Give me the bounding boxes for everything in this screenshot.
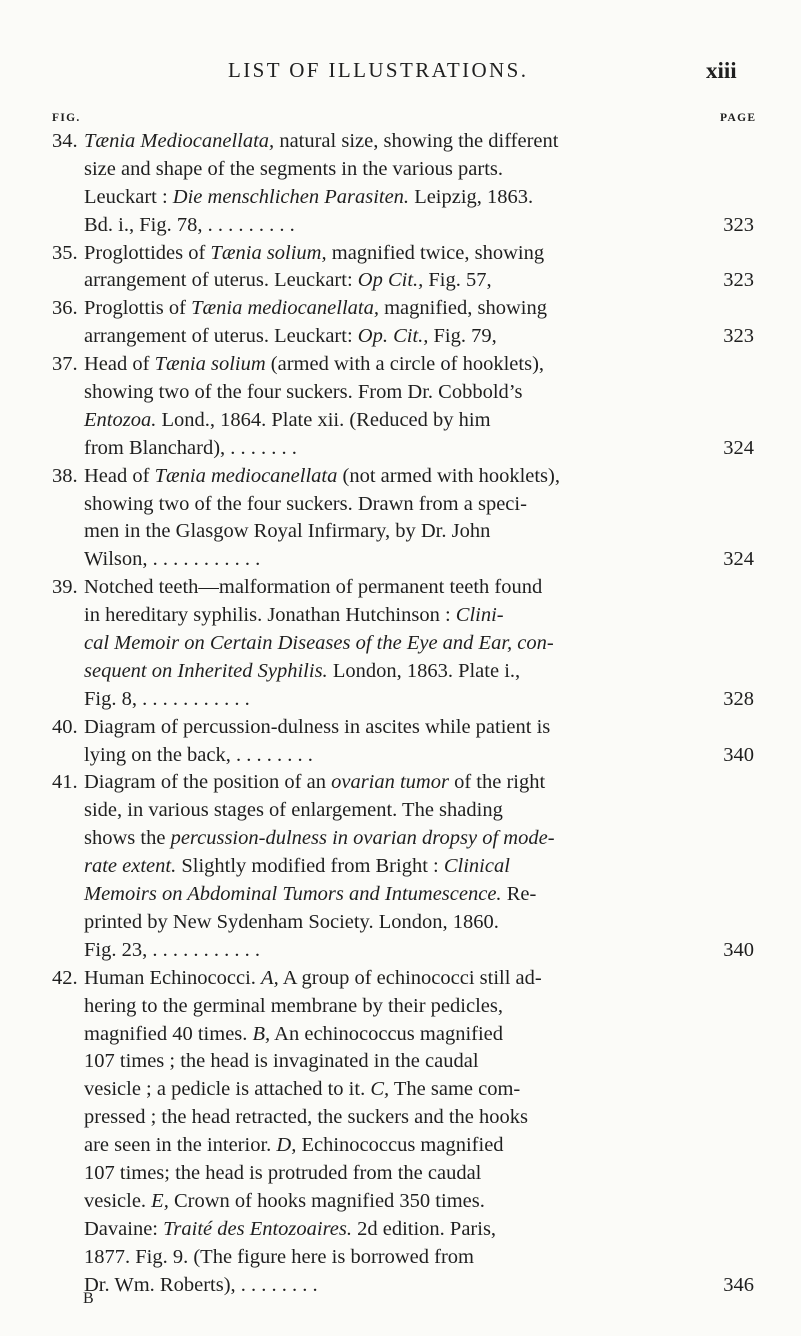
entry-text: Head of — [84, 464, 155, 487]
entry-text: magnified 40 times. — [84, 1022, 253, 1045]
entry-text: men in the Glasgow Royal Infirmary, by Dr. John — [84, 520, 491, 543]
entry-line — [52, 240, 754, 268]
entry-line — [52, 212, 754, 240]
entry-text: showing two of the four suckers. Drawn from a speci- — [84, 492, 527, 515]
italic-text: Tænia Mediocanellata, — [84, 130, 275, 152]
entry-line — [52, 1076, 754, 1104]
entry-text: Diagram of the position of an — [84, 771, 332, 794]
entry-text: hering to the germinal membrane by their pedicles, — [84, 994, 503, 1017]
entry-text: arrangement of uterus. Leuckart: — [84, 269, 358, 292]
page-column-label: PAGE — [720, 112, 757, 124]
entry-page-number: 340 — [723, 938, 754, 961]
entry-line — [52, 686, 754, 714]
entry-text: lying on the back, . . . . . . . . — [84, 743, 313, 766]
entry-page-number: 323 — [723, 213, 754, 236]
entry-text: 107 times ; the head is invaginated in the caudal — [84, 1050, 479, 1073]
entry-line — [52, 937, 754, 965]
entry-line — [52, 797, 754, 825]
entry-line — [52, 407, 754, 435]
entry-line — [52, 1160, 754, 1188]
entry-text: Human Echinococci. — [84, 966, 262, 989]
entry-line — [52, 1048, 754, 1076]
entry-text: 107 times; the head is protruded from the caudal — [84, 1161, 482, 1184]
italic-text: sequent on Inherited Syphilis. — [84, 659, 328, 682]
entry-text: (armed with a circle of hooklets), — [265, 353, 545, 376]
entry-page-number: 324 — [723, 436, 754, 459]
italic-text: B, — [252, 1022, 271, 1045]
entry-text: A group of echinococci still ad- — [278, 966, 542, 989]
entry-line — [52, 323, 754, 351]
illustrations-list — [52, 128, 754, 1299]
entry-line — [52, 769, 754, 797]
entry-line — [52, 267, 754, 295]
entry-text: Echinococcus magnified — [296, 1134, 504, 1157]
figure-number: 35. — [52, 241, 78, 264]
entry-line — [52, 742, 754, 770]
entry-text: Fig. 57, — [423, 269, 492, 292]
entry-line — [52, 518, 754, 546]
entry-text: pressed ; the head retracted, the suckers and the hooks — [84, 1106, 529, 1129]
entry-line — [52, 435, 754, 463]
entry-line — [52, 128, 754, 156]
entry-line — [52, 184, 754, 212]
entry-page-number: 323 — [723, 325, 754, 348]
entry-page-number: 323 — [723, 269, 754, 292]
entry-line — [52, 463, 754, 491]
signature-mark: B — [83, 1290, 94, 1307]
figure-number: 36. — [52, 297, 78, 320]
entry-text: are seen in the interior. — [84, 1134, 277, 1157]
entry-text: London, 1863. Plate i., — [327, 659, 521, 682]
illustration-entry — [52, 965, 754, 1300]
italic-text: C, — [370, 1078, 390, 1101]
entry-line — [52, 1132, 754, 1160]
figure-number: 42. — [52, 966, 78, 989]
entry-line — [52, 546, 754, 574]
entry-text: Fig. 23, . . . . . . . . . . . — [84, 938, 260, 961]
entry-text: Crown of hooks magnified 350 times. — [168, 1189, 485, 1212]
illustration-entry — [52, 351, 754, 463]
entry-text: arrangement of uterus. Leuckart: — [84, 325, 358, 348]
italic-text: Op Cit., — [357, 269, 424, 292]
running-head — [0, 58, 801, 88]
figure-number: 34. — [52, 130, 78, 152]
entry-text: Slightly modified from Bright : — [176, 855, 444, 878]
entry-line — [52, 1244, 754, 1272]
italic-text: Tænia solium, — [210, 241, 327, 264]
entry-text: Davaine: — [84, 1217, 164, 1240]
entry-text: An echinococcus magnified — [270, 1022, 504, 1045]
figure-number: 40. — [52, 715, 78, 738]
entry-page-number: 324 — [723, 548, 754, 571]
italic-text: D, — [276, 1134, 297, 1157]
entry-line — [52, 1188, 754, 1216]
entry-text: Dr. Wm. Roberts), . . . . . . . . — [84, 1273, 318, 1296]
entry-line — [52, 574, 754, 602]
italic-text: ovarian tumor — [331, 771, 449, 794]
entry-text: Proglottis of — [84, 297, 192, 320]
entry-line — [52, 351, 754, 379]
entry-page-number: 346 — [723, 1273, 754, 1296]
illustration-entry — [52, 128, 754, 240]
entry-text: side, in various stages of enlargement. The shading — [84, 799, 503, 822]
entry-text: Fig. 8, . . . . . . . . . . . — [84, 687, 250, 710]
page-number: xiii — [706, 58, 737, 83]
entry-text: Head of — [84, 353, 155, 376]
entry-text: in hereditary syphilis. Jonathan Hutchinson : — [84, 604, 456, 627]
entry-text: Diagram of percussion-dulness in ascites while patient is — [84, 715, 551, 738]
entry-line — [52, 909, 754, 937]
entry-line — [52, 491, 754, 519]
entry-line — [52, 602, 754, 630]
italic-text: Traité des Entozoaires. — [163, 1217, 352, 1240]
entry-line — [52, 1272, 754, 1300]
entry-text: printed by New Sydenham Society. London, 1860. — [84, 910, 499, 933]
entry-text: Lond., 1864. Plate xii. (Reduced by him — [156, 408, 491, 431]
figure-number: 38. — [52, 464, 78, 487]
running-title: LIST OF ILLUSTRATIONS. — [228, 58, 529, 82]
entry-text: size and shape of the segments in the various parts. — [84, 157, 503, 180]
italic-text: Tænia solium — [154, 353, 266, 376]
entry-text: shows the — [84, 827, 171, 850]
entry-text: vesicle ; a pedicle is attached to it. — [84, 1078, 371, 1101]
entry-line — [52, 658, 754, 686]
entry-page-number: 328 — [723, 687, 754, 710]
entry-line — [52, 853, 754, 881]
entry-text: 2d edition. Paris, — [352, 1217, 497, 1240]
entry-text: Leipzig, 1863. — [409, 185, 534, 208]
entry-text: Notched teeth—malformation of permanent teeth found — [84, 576, 543, 599]
italic-text: Tænia mediocanellata — [154, 464, 338, 487]
italic-text: rate extent. — [84, 855, 177, 878]
figure-number: 37. — [52, 353, 78, 376]
entry-text: Re- — [501, 883, 537, 906]
italic-text: Memoirs on Abdominal Tumors and Intumescence. — [84, 883, 502, 906]
entry-line — [52, 965, 754, 993]
figure-number: 39. — [52, 576, 78, 599]
illustration-entry — [52, 574, 754, 713]
entry-text: from Blanchard), . . . . . . . — [84, 436, 297, 459]
italic-text: Tænia mediocanellata, — [191, 297, 379, 320]
italic-text: Clinical — [443, 855, 510, 878]
entry-line — [52, 156, 754, 184]
entry-text: Proglottides of — [84, 241, 211, 264]
italic-text: Op. Cit., — [357, 325, 429, 348]
entry-text: vesicle. — [84, 1189, 152, 1212]
entry-line — [52, 295, 754, 323]
entry-text: Wilson, . . . . . . . . . . . — [84, 548, 261, 571]
entry-line — [52, 714, 754, 742]
entry-page-number: 340 — [723, 743, 754, 766]
entry-line — [52, 1216, 754, 1244]
illustration-entry — [52, 714, 754, 770]
italic-text: Clini- — [455, 604, 504, 627]
entry-text: Bd. i., Fig. 78, . . . . . . . . . — [84, 213, 295, 236]
italic-text: A, — [261, 966, 279, 989]
figure-number: 41. — [52, 771, 78, 794]
entry-text: of the right — [448, 771, 546, 794]
illustration-entry — [52, 295, 754, 351]
entry-text: magnified, showing — [378, 297, 547, 320]
entry-line — [52, 993, 754, 1021]
fig-column-label: FIG. — [52, 112, 81, 124]
entry-text: (not armed with hooklets), — [337, 464, 560, 487]
italic-text: cal Memoir on Certain Diseases of the Eye and Ear, con- — [84, 632, 554, 655]
entry-text: Leuckart : — [84, 185, 173, 208]
italic-text: E, — [151, 1189, 169, 1212]
entry-text: Fig. 79, — [428, 325, 497, 348]
entry-line — [52, 881, 754, 909]
italic-text: percussion-dulness in ovarian dropsy of mode- — [170, 827, 555, 850]
illustration-entry — [52, 463, 754, 575]
entry-line — [52, 1104, 754, 1132]
entry-line — [52, 379, 754, 407]
illustration-entry — [52, 769, 754, 964]
entry-line — [52, 1021, 754, 1049]
entry-text: The same com- — [389, 1078, 521, 1101]
entry-text: showing two of the four suckers. From Dr. Cobbold’s — [84, 381, 523, 404]
entry-line — [52, 825, 754, 853]
entry-text: magnified twice, showing — [326, 241, 545, 264]
illustration-entry — [52, 240, 754, 296]
entry-line — [52, 630, 754, 658]
entry-text: 1877. Fig. 9. (The figure here is borrowed from — [84, 1245, 474, 1268]
entry-text: natural size, showing the different — [274, 130, 559, 152]
italic-text: Die menschlichen Parasiten. — [172, 185, 410, 208]
italic-text: Entozoa. — [84, 408, 157, 431]
